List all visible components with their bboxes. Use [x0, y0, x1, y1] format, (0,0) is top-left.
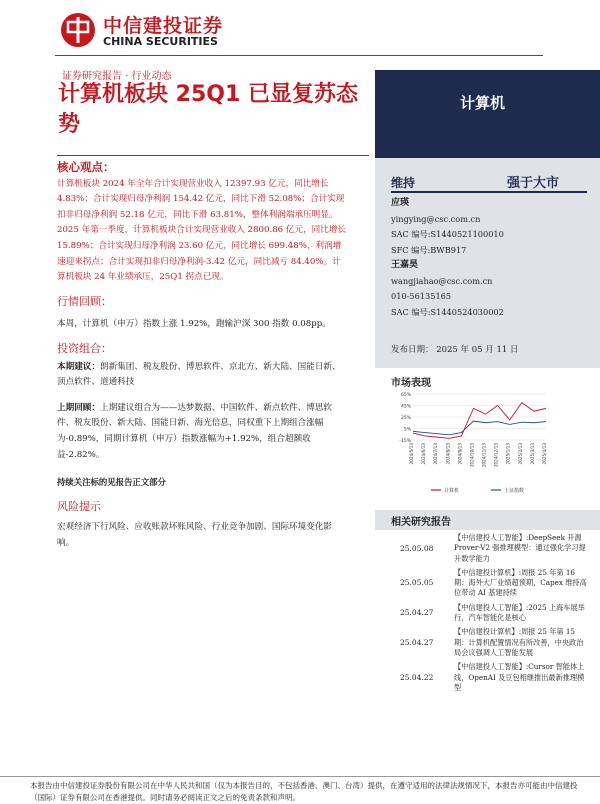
related-date: 25.04.27: [400, 637, 434, 647]
x-tick-label: 2024/12/13: [493, 443, 499, 468]
suggest-text: 朗新集团、税友股份、博思软件、京北方、新大陆、国能日新、顶点软件、道通科技: [57, 361, 341, 388]
analyst-name: 应瑛: [391, 198, 410, 208]
logo-text-cn: 中信建投证券: [103, 15, 224, 37]
related-date: 25.05.08: [400, 543, 434, 553]
review-label: 上期回顾：: [57, 402, 100, 413]
x-tick-label: 2024/10/13: [469, 443, 475, 468]
related-header: [375, 510, 600, 530]
left-divider: [57, 155, 369, 156]
logo: [55, 8, 225, 50]
publish-date: 发布日期： 2025 年 05 月 11 日: [391, 345, 519, 355]
analyst-name: 王嘉昊: [391, 260, 419, 270]
related-item[interactable]: [390, 627, 590, 658]
logo-emblem-icon: [59, 11, 97, 49]
related-date: 25.04.22: [400, 672, 434, 682]
related-item[interactable]: [390, 533, 590, 564]
x-tick-label: 2024/6/13: [421, 443, 427, 465]
core-heading: 核心观点：: [57, 160, 115, 174]
related-list: [390, 533, 590, 697]
y-tick-label: -15%: [399, 439, 411, 444]
watch-note: 持续关注标的见报告正文部分: [57, 477, 166, 488]
sector-label: 计算机: [460, 94, 506, 112]
x-tick-label: 2024/11/13: [481, 443, 487, 468]
analyst-email[interactable]: wangjiahao@csc.com.cn: [391, 275, 493, 286]
analyst-list: [391, 196, 504, 320]
related-date: 25.05.05: [400, 578, 434, 588]
risk-text: 宏观经济下行风险、应收账款坏账风险、行业竞争加剧、国际环境变化影响。: [57, 522, 333, 548]
market-heading: 行情回顾：: [57, 294, 112, 308]
sector-band: [375, 70, 600, 158]
report-type: 证券研究报告 · 行业动态: [62, 71, 172, 82]
x-tick-label: 2025/2/13: [517, 443, 523, 465]
x-tick-label: 2024/8/13: [445, 443, 451, 465]
logo-text-en: CHINA SECURITIES: [103, 35, 218, 48]
portfolio-heading: 投资组合：: [57, 341, 112, 355]
market-chart: [391, 388, 551, 503]
risk-heading: 风险提示: [57, 499, 101, 513]
header-divider: [55, 55, 543, 56]
analyst-sfc: SFC 编号:BWB917: [391, 244, 467, 255]
x-tick-label: 2025/3/13: [529, 443, 535, 465]
related-text: 【中信建投计算机】:周报 25 年第 15 期：计算机配置情况有所改善，中央政治局会议强调人工智能发展: [454, 627, 584, 657]
y-tick-label: 25%: [400, 416, 411, 421]
core-text: 计算机板块 2024 年全年合计实现营业收入 12397.93 亿元，同比增长 4.83%；合计实现归母净利润 154.42 亿元，同比下滑 52.08%；合计实现扣非归母净利润 52.18 亿元，同比下滑 63.81%，整体利润端承压明显。2025 年第一季度，计算机板块合计实现营业收入 2800.86 亿元，同比增长 15.89%；合计实现归母净利润 23.60 亿元，同比增长 699.48%，利润增速迎来拐点；合计实现扣非归母净利润-3.42 亿元，同比减亏 84.40%。计算机板块 24 年业绩承压，25Q1 拐点已现。: [57, 178, 347, 283]
rating-action: 维持: [391, 176, 416, 190]
related-text: 【中信建投计算机】:周报 25 年第 16 期：海外大厂业绩超预期，Capex 维持高位带动 AI 基建持续: [454, 567, 587, 598]
rating-value: 强于大市: [507, 176, 560, 191]
footer-divider: [0, 776, 600, 777]
x-tick-label: 2025/1/13: [505, 443, 511, 465]
left-column: [57, 160, 347, 551]
x-tick-label: 2024/9/13: [457, 443, 463, 465]
x-tick-label: 2024/7/13: [433, 443, 439, 465]
related-text: 【中信建投人工智能】:DeepSeek 开源 Prover-V2 强推理模型：通过强化学习提升数学能力: [454, 533, 586, 563]
rating-panel: [375, 158, 600, 368]
related-text: 【中信建投人工智能】:2025 上海车展举行，汽车智能化是核心: [454, 602, 585, 623]
market-performance: [375, 368, 600, 508]
market-text: 本周，计算机（申万）指数上涨 1.92%，跑输沪深 300 指数 0.08pp。: [57, 319, 331, 330]
market-chart-title: 市场表现: [391, 378, 431, 389]
related-title: 相关研究报告: [391, 517, 451, 528]
y-tick-label: 45%: [400, 404, 411, 410]
suggest-paragraph: [57, 360, 347, 391]
analyst-phone: 010-56135165: [391, 291, 452, 301]
related-item[interactable]: [390, 568, 590, 599]
review-paragraph: [57, 401, 347, 463]
disclaimer: 本报告由中信建投证券股份有限公司在中华人民共和国（仅为本报告目的，不包括香港、澳门、台湾）提供，在遵守适用的法律法规情况下，本报告亦可能由中信建投（国际）证券有限公司在香港提供。同时请务必阅读正文之后的免责条款和声明。: [30, 781, 578, 802]
rating-divider: [391, 191, 587, 193]
analyst-sac: SAC 编号:S1440524030002: [391, 306, 504, 317]
report-title: 计算机板块 25Q1 已显复苏态势: [58, 82, 358, 137]
legend-label: 上证指数: [504, 488, 525, 494]
series-line-1: [413, 421, 546, 435]
review-text: 上期建议组合为——达梦数据、中国软件、新点软件、博思软件、税友股份、新大陆、国能日新、海光信息，同权重下上期组合涨幅为-0.89%，同期计算机（申万）指数涨幅为+1.92%，组合超额收益-2.82%。: [57, 402, 333, 460]
legend-label: 计算机: [444, 488, 460, 494]
y-tick-label: 65%: [400, 393, 411, 398]
related-item[interactable]: [390, 662, 590, 693]
related-item[interactable]: [390, 603, 590, 624]
related-text: 【中信建投人工智能】:Cursor 智能体上线，OpenAI 及豆包相继推出最新推理模型: [454, 662, 585, 692]
y-tick-label: 5%: [403, 427, 411, 433]
x-tick-label: 2025/4/13: [542, 443, 547, 465]
analyst-email[interactable]: yingying@csc.com.cn: [391, 213, 481, 224]
analyst-sac: SAC 编号:S1440521100010: [391, 229, 504, 239]
related-date: 25.04.27: [400, 608, 434, 618]
x-tick-label: 2024/5/13: [409, 443, 414, 465]
suggest-label: 本期建议：: [57, 361, 100, 372]
